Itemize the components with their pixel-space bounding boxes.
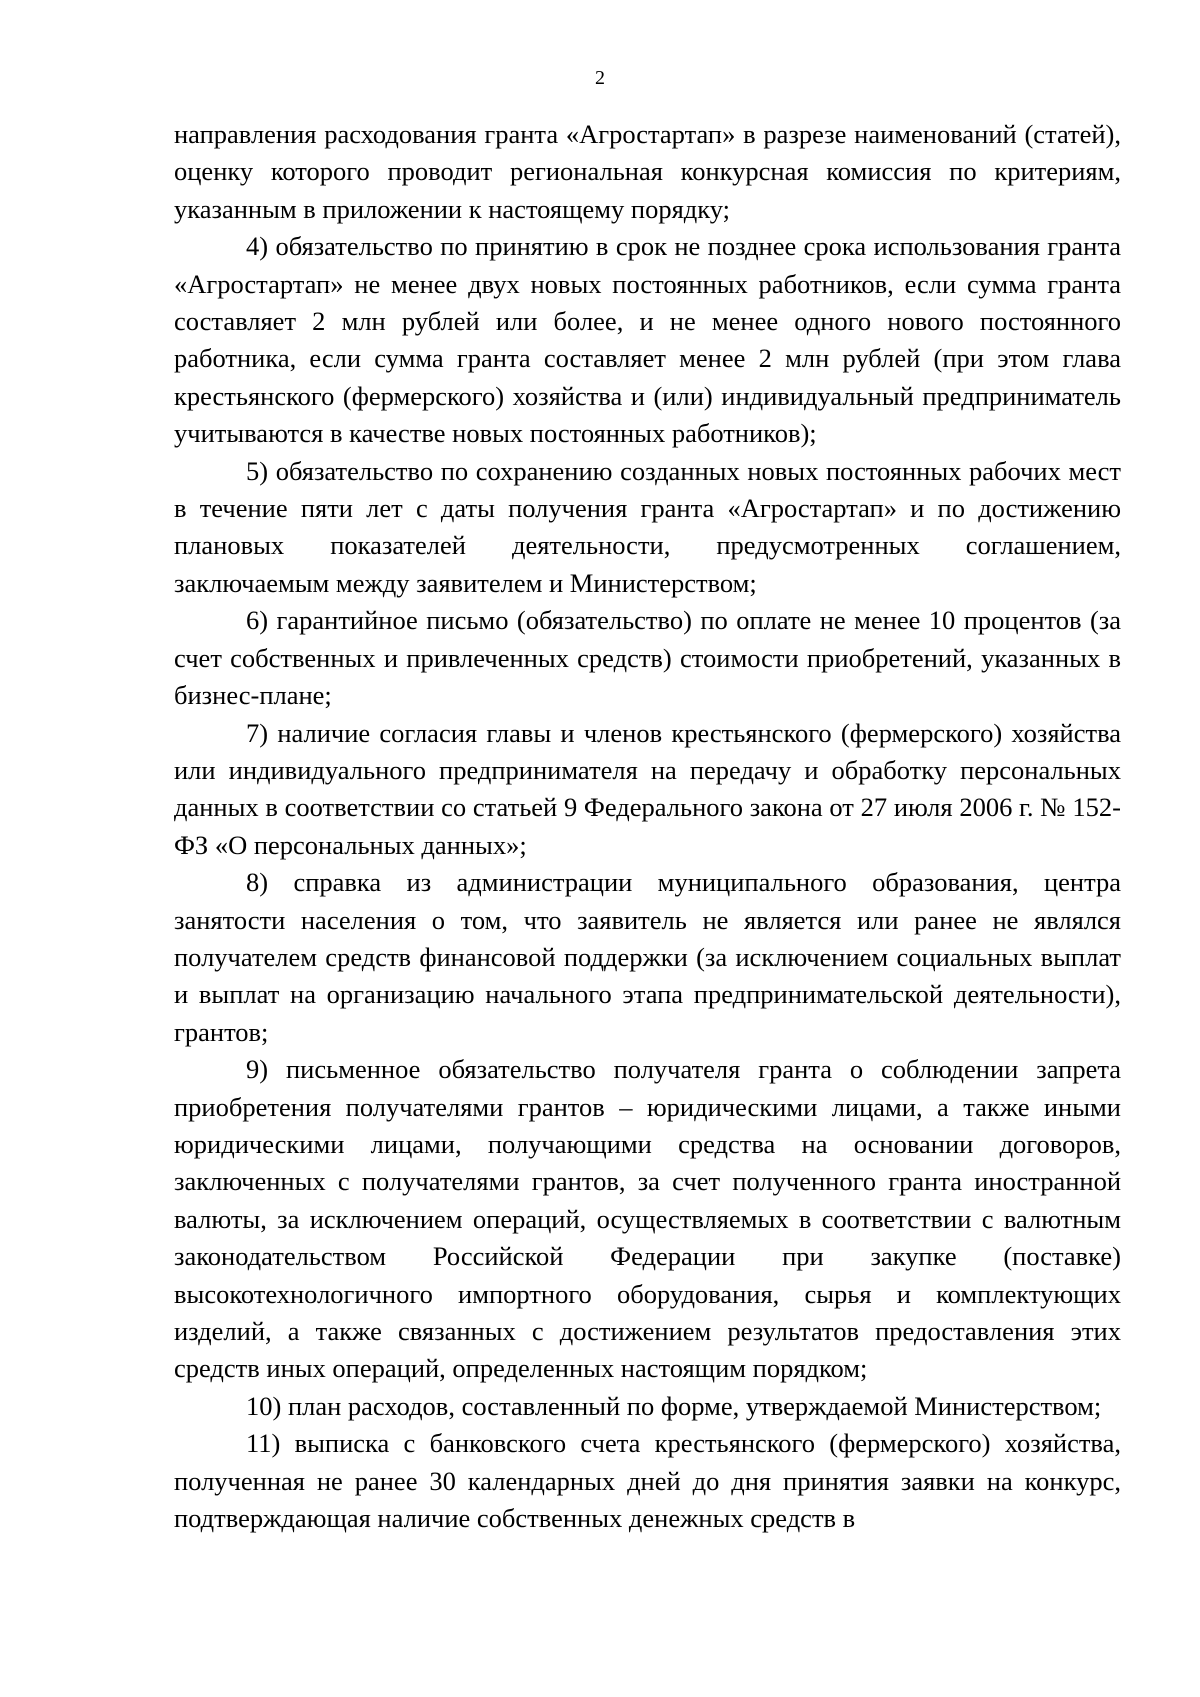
paragraph-item-5: 5) обязательство по сохранению созданных новых постоянных рабочих мест в течение пяти лет с даты получения гранта «Агростартап» и по достижению плановых показателей деятельности, предусмотренных соглашением, заключаемым между заявителем и Министерством; [174, 455, 1121, 598]
paragraph-item-7: 7) наличие согласия главы и членов крестьянского (фермерского) хозяйства или индивидуального предпринимателя на передачу и обработку персональных данных в соответствии со статьей 9 Федерального закона от 27 июля 2006 г. № 152-ФЗ «О персональных данных»; [174, 717, 1121, 860]
paragraph-item-9: 9) письменное обязательство получателя гранта о соблюдении запрета приобретения получателями грантов – юридическими лицами, а также иными юридическими лицами, получающими средства на основании договоров, заключенных с получателями грантов, за счет полученного гранта иностранной валюты, за исключением операций, осуществляемых в соответствии с валютным законодательством Российской Федерации при закупке (поставке) высокотехнологичного импортного оборудования, сырья и комплектующих изделий, а также связанных с достижением результатов предоставления этих средств иных операций, определенных настоящим порядком; [174, 1054, 1121, 1384]
paragraph-item-10: 10) план расходов, составленный по форме, утверждаемой Министерством; [246, 1390, 1102, 1421]
paragraph-item-4: 4) обязательство по принятию в срок не позднее срока использования гранта «Агростартап» не менее двух новых постоянных работников, если сумма гранта составляет 2 млн рублей или более, и не менее одного нового постоянного работника, если сумма гранта составляет менее 2 млн рублей (при этом глава крестьянского (фермерского) хозяйства и (или) индивидуальный предприниматель учитываются в качестве новых постоянных работников); [174, 231, 1121, 449]
paragraph-item-11: 11) выписка с банковского счета крестьянского (фермерского) хозяйства, полученная не ранее 30 календарных дней до дня принятия заявки на конкурс, подтверждающая наличие собственных денежных средств в [174, 1428, 1121, 1534]
document-body [174, 116, 1121, 1537]
paragraph-continuation: направления расходования гранта «Агростартап» в разрезе наименований (статей), оценку которого проводит региональная конкурсная комиссия по критериям, указанным в приложении к настоящему порядку; [174, 119, 1121, 224]
paragraph-item-8: 8) справка из администрации муниципального образования, центра занятости населения о том, что заявитель не является или ранее не являлся получателем средств финансовой поддержки (за исключением социальных выплат и выплат на организацию начального этапа предпринимательской деятельности), грантов; [174, 867, 1121, 1047]
paragraph-item-6: 6) гарантийное письмо (обязательство) по оплате не менее 10 процентов (за счет собственных и привлеченных средств) стоимости приобретений, указанных в бизнес-плане; [174, 605, 1121, 711]
page-number: 2 [595, 67, 605, 89]
